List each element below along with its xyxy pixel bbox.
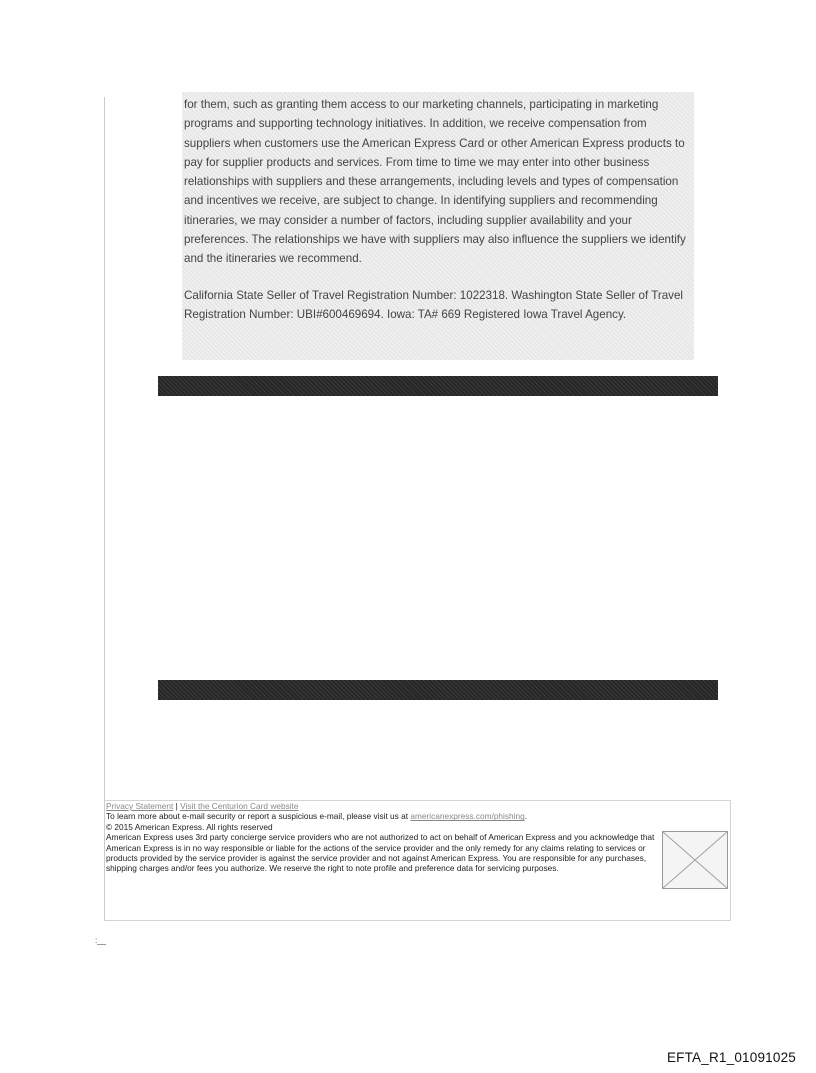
security-notice <box>106 811 658 821</box>
security-notice-text: To learn more about e-mail security or report a suspicious e-mail, please visit us at <box>106 811 409 822</box>
privacy-statement-link[interactable]: Privacy Statement <box>106 801 174 811</box>
stray-mark: :__ <box>95 936 107 945</box>
copyright-text: © 2015 American Express. All rights reserved <box>106 821 273 832</box>
footer-links <box>106 801 658 811</box>
phishing-link[interactable]: americanexpress.com/phishing <box>410 811 525 822</box>
divider-bar-bottom <box>158 680 718 700</box>
concierge-disclaimer: American Express uses 3rd party concierge service providers who are not authorized to act on behalf of American Express and you acknowledge that American Express is in no way responsible or liable for the actions of the service provider and the only remedy for any claims relating to services or products provided by the service provider is against the service provider and not against American Express. You are responsible for any purchases, shipping charges and/or fees you authorize. We reserve the right to note profile and preference data for servicing purposes. <box>106 832 655 874</box>
footer-text-block <box>106 801 658 874</box>
email-frame-left-border <box>104 97 105 800</box>
document-id: EFTA_R1_01091025 <box>666 1050 796 1065</box>
footer-link-separator: | <box>175 801 178 811</box>
centurion-card-link[interactable]: Visit the Centurion Card website <box>180 801 299 811</box>
broken-image-placeholder-icon <box>662 831 728 889</box>
security-notice-end: . <box>524 811 528 822</box>
divider-bar-top <box>158 376 718 396</box>
seller-of-travel-registration: California State Seller of Travel Registration Number: 1022318. Washington State Seller of Travel Registration Number: UBI#600469694. Iowa: TA# 669 Registered Iowa Travel Agency. <box>184 289 684 322</box>
supplier-relationship-paragraph: for them, such as granting them access to our marketing channels, participating in marketing programs and supporting technology initiatives. In addition, we receive compensation from suppliers when customers use the American Express Card or other American Express products to pay for supplier products and services. From time to time we may enter into other business relationships with suppliers and these arrangements, including levels and types of compensation and incentives we receive, are subject to change. In identifying suppliers and recommending itineraries, we may consider a number of factors, including supplier availability and your preferences. The relationships we have with suppliers may also influence the suppliers we identify and the itineraries we recommend. <box>184 98 686 266</box>
